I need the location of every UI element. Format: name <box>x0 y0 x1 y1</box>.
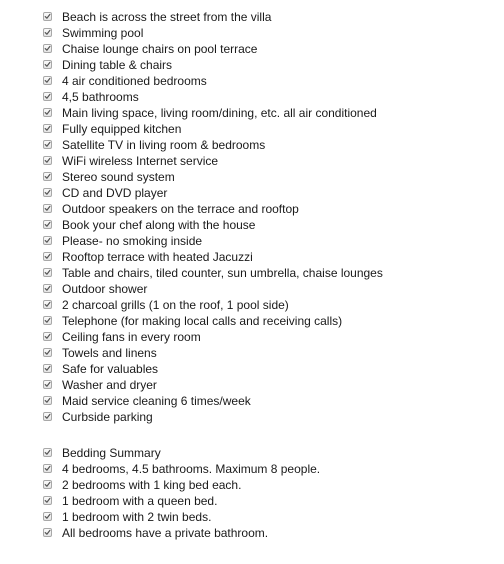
amenity-item <box>0 105 504 121</box>
checkbox-checked-icon <box>43 412 52 421</box>
checkbox-checked-icon <box>43 348 52 357</box>
amenity-item <box>0 185 504 201</box>
amenity-label: Fully equipped kitchen <box>62 122 182 136</box>
bedding-item <box>0 525 504 541</box>
amenity-label: Curbside parking <box>62 410 153 424</box>
amenity-item <box>0 217 504 233</box>
checkbox-checked-icon <box>43 236 52 245</box>
bedding-item <box>0 493 504 509</box>
checkbox-checked-icon <box>43 464 52 473</box>
checkbox-checked-icon <box>43 172 52 181</box>
amenity-item <box>0 281 504 297</box>
checkbox-checked-icon <box>43 252 52 261</box>
section-spacer <box>0 425 504 445</box>
checkbox-checked-icon <box>43 528 52 537</box>
amenity-item <box>0 393 504 409</box>
amenity-item <box>0 377 504 393</box>
amenity-item <box>0 265 504 281</box>
checkbox-checked-icon <box>43 512 52 521</box>
checkbox-checked-icon <box>43 28 52 37</box>
checkbox-checked-icon <box>43 188 52 197</box>
amenity-label: Outdoor speakers on the terrace and rooftop <box>62 202 299 216</box>
checkbox-checked-icon <box>43 220 52 229</box>
bedding-item <box>0 477 504 493</box>
amenity-label: Please- no smoking inside <box>62 234 203 248</box>
amenity-label: WiFi wireless Internet service <box>62 154 219 168</box>
amenity-list <box>0 9 504 541</box>
checkbox-checked-icon <box>43 496 52 505</box>
amenity-item <box>0 249 504 265</box>
amenity-label: Table and chairs, tiled counter, sun umbrella, chaise lounges <box>62 266 383 280</box>
amenity-item <box>0 9 504 25</box>
bedding-label: 4 bedrooms, 4.5 bathrooms. Maximum 8 people. <box>62 462 321 476</box>
amenity-item <box>0 89 504 105</box>
amenity-item <box>0 121 504 137</box>
amenity-label: Swimming pool <box>62 26 144 40</box>
checkbox-checked-icon <box>43 316 52 325</box>
amenity-label: Rooftop terrace with heated Jacuzzi <box>62 250 253 264</box>
amenity-label: Ceiling fans in every room <box>62 330 201 344</box>
amenity-label: Towels and linens <box>62 346 157 360</box>
amenity-item <box>0 329 504 345</box>
amenity-label: Stereo sound system <box>62 170 175 184</box>
checkbox-checked-icon <box>43 364 52 373</box>
amenity-item <box>0 201 504 217</box>
checkbox-checked-icon <box>43 300 52 309</box>
amenity-item <box>0 41 504 57</box>
amenity-label: 4 air conditioned bedrooms <box>62 74 207 88</box>
checkbox-checked-icon <box>43 448 52 457</box>
amenity-label: Washer and dryer <box>62 378 157 392</box>
checkbox-checked-icon <box>43 284 52 293</box>
amenity-label: Main living space, living room/dining, etc. all air conditioned <box>62 106 377 120</box>
amenity-label: Telephone (for making local calls and receiving calls) <box>62 314 343 328</box>
amenity-label: Maid service cleaning 6 times/week <box>62 394 251 408</box>
checkbox-checked-icon <box>43 44 52 53</box>
amenity-label: Chaise lounge chairs on pool terrace <box>62 42 258 56</box>
checkbox-checked-icon <box>43 332 52 341</box>
amenity-item <box>0 57 504 73</box>
amenity-item <box>0 169 504 185</box>
checkbox-checked-icon <box>43 60 52 69</box>
bedding-heading-label: Bedding Summary <box>62 446 161 460</box>
amenity-label: 4,5 bathrooms <box>62 90 139 104</box>
checkbox-checked-icon <box>43 396 52 405</box>
bedding-item <box>0 509 504 525</box>
checkbox-checked-icon <box>43 268 52 277</box>
amenity-item <box>0 297 504 313</box>
amenity-item <box>0 409 504 425</box>
amenity-item <box>0 345 504 361</box>
bedding-heading-item <box>0 445 504 461</box>
amenity-label: Beach is across the street from the villa <box>62 10 272 24</box>
checkbox-checked-icon <box>43 204 52 213</box>
amenity-item <box>0 153 504 169</box>
amenity-item <box>0 25 504 41</box>
bedding-label: 2 bedrooms with 1 king bed each. <box>62 478 242 492</box>
checkbox-checked-icon <box>43 12 52 21</box>
checkbox-checked-icon <box>43 124 52 133</box>
amenity-item <box>0 233 504 249</box>
bedding-label: All bedrooms have a private bathroom. <box>62 526 269 540</box>
amenity-label: Dining table & chairs <box>62 58 173 72</box>
amenity-item <box>0 313 504 329</box>
amenity-label: Book your chef along with the house <box>62 218 256 232</box>
checkbox-checked-icon <box>43 140 52 149</box>
bedding-label: 1 bedroom with 2 twin beds. <box>62 510 212 524</box>
checkbox-checked-icon <box>43 480 52 489</box>
checkbox-checked-icon <box>43 156 52 165</box>
checkbox-checked-icon <box>43 76 52 85</box>
amenity-label: 2 charcoal grills (1 on the roof, 1 pool side) <box>62 298 289 312</box>
bedding-label: 1 bedroom with a queen bed. <box>62 494 218 508</box>
bedding-item <box>0 461 504 477</box>
checkbox-checked-icon <box>43 92 52 101</box>
amenity-item <box>0 137 504 153</box>
amenity-label: Satellite TV in living room & bedrooms <box>62 138 266 152</box>
amenity-item <box>0 73 504 89</box>
checkbox-checked-icon <box>43 108 52 117</box>
amenity-label: Outdoor shower <box>62 282 148 296</box>
amenity-label: CD and DVD player <box>62 186 168 200</box>
amenity-label: Safe for valuables <box>62 362 159 376</box>
checkbox-checked-icon <box>43 380 52 389</box>
amenity-item <box>0 361 504 377</box>
